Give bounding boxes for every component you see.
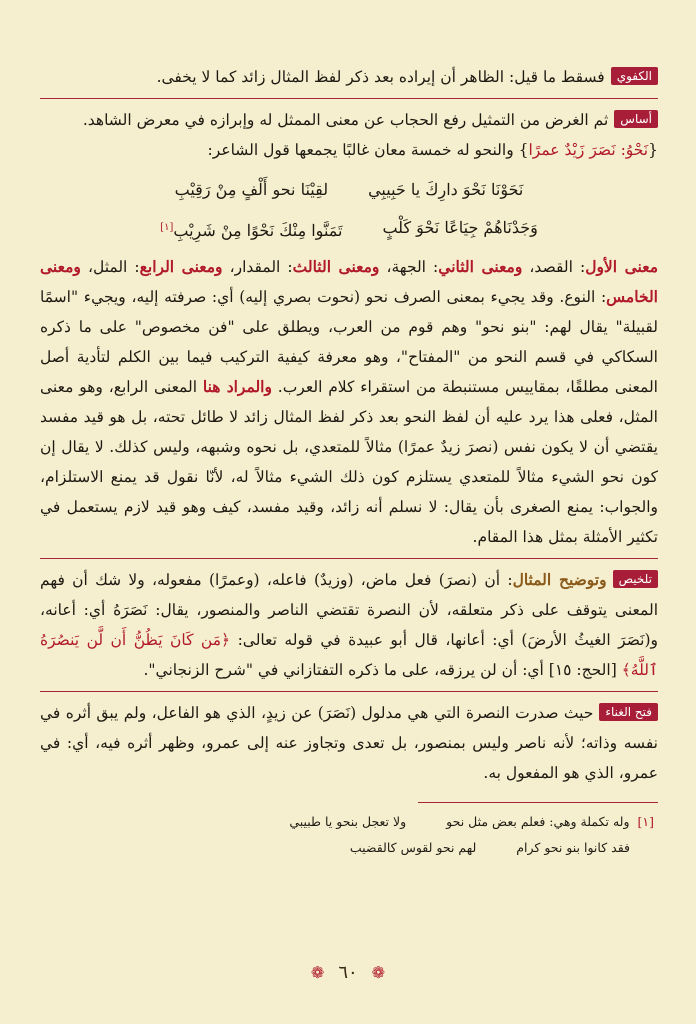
- section-divider: [40, 98, 658, 99]
- term-heading: والمراد هنا: [202, 377, 272, 396]
- commentary-text: : أن (نصرَ) فعل ماض، (وزيدٌ) فاعله، (وعمرًا) مفعوله، ولا شك أن فهم المعنى يتوقف على ذكر متعلقه، لأن النصرة تقتضي الناصر والمنصور، يقال: نَصَرَهُ أي: أعانه، و(نَصَرَ الغيثُ الأرضَ) أي: أعانها، قال أبو عبيدة في قوله تعالى:: [40, 571, 658, 649]
- commentary-text: ثم الغرض من التمثيل رفع الحجاب عن معنى الممثل له وإبرازه في معرض الشاهد.: [82, 111, 609, 129]
- verse-hemistich: نَحَوْنَا نَحْوَ دارِكَ يا حَبِيبِي: [368, 180, 524, 199]
- matn-text: } والنحو له خمسة معان غالبًا يجمعها قول الشاعر:: [207, 141, 529, 159]
- source-badge-fath: فتح الغناء: [599, 703, 658, 721]
- footnote-text: ولا تعجل بنحو يا طبيبي: [289, 814, 407, 829]
- term-text: : المقدار،: [222, 258, 293, 276]
- section-divider: [40, 558, 658, 559]
- term-heading: ومعنى الثاني: [438, 257, 523, 276]
- poem-verse: [40, 209, 658, 250]
- term-heading: ومعنى الثالث: [292, 257, 380, 276]
- footnote: [40, 809, 658, 861]
- commentary-kafawi: [40, 62, 658, 92]
- term-text: : المثل،: [87, 258, 140, 276]
- footnote-separator: [418, 802, 658, 809]
- term-heading: وتوضيح المثال: [512, 570, 607, 589]
- term-text: : النوع. وقد يجيء بمعنى الصرف نحو (نحوت بصري إليه) أي: صرفته إليه، ويجيء "اسمًا لقبيلة" يقال لهم: "بنو نحو" وهم قوم من العرب، ويطلق على "فن مخصوص" على ما ذكره السكاكي في قسم النحو من "المفتاح"، وهو معرفة كيفية التركيب فيما بين الكلم لتأدية أصل المعنى مطلقًا، بمقاييس مستنبطة من استقراء كلام العرب.: [40, 288, 658, 396]
- source-badge-talkhis: تلخيص: [613, 570, 658, 588]
- poem-verse: [40, 171, 658, 209]
- source-badge-kafawi: الكفوي: [611, 67, 658, 85]
- ornament-icon: ❁: [310, 963, 325, 982]
- source-badge-asas: أساس: [614, 110, 658, 128]
- quran-verse: ﴿مَن كَانَ يَظُنُّ أَن لَّن يَنصُرَهُ ٱللَّهُ﴾: [40, 631, 658, 679]
- matn-open-brace: {: [648, 141, 658, 159]
- page-body: [40, 62, 658, 861]
- footnote-text: وله تكملة وهي: فعلم بعض مثل نحو: [446, 814, 630, 829]
- footnote-text: لهم نحو لقوس كالقضيب: [349, 840, 477, 855]
- section-divider: [40, 691, 658, 692]
- term-text: : الجهة،: [379, 258, 439, 276]
- commentary-text: فسقط ما قيل: الظاهر أن إيراده بعد ذكر لفظ المثال زائد كما لا يخفى.: [156, 68, 605, 86]
- term-heading: معنى الأول: [585, 257, 658, 276]
- poem: [40, 171, 658, 250]
- term-text: : القصد،: [522, 258, 586, 276]
- term-text: المعنى الرابع، وهو معنى المثل، فعلى هذا يرد عليه أن لفظ النحو بعد ذكر لفظ المثال زائد لا طائل تحته، بل هو قيد مفسد يقتضي أن لا يكون نفس (نصرَ زيدٌ عمرًا) مثالاً للمتعدي، بل نحوه وشبهه، وليس كذلك. لا يقال إن كون نحو الشيء مثالاً للمتعدي يستلزم كون ذلك الشيء مثالاً له، لأنّا نقول قد يمنع الاستلزام، والجواب: يمنع الصغرى بأن يقال: لا نسلم أنه زائد، وقيد مفسد، كيف وهو قيد لازم يستعمل في تكثير الأمثلة بمثل هذا المقام.: [40, 378, 658, 546]
- footnote-line: [40, 835, 658, 861]
- commentary-talkhis: [40, 565, 658, 685]
- term-heading: ومعنى الرابع: [139, 257, 223, 276]
- commentary-fath: [40, 698, 658, 788]
- footnote-line: [40, 809, 658, 835]
- footnote-text: فقد كانوا بنو نحو كرام: [516, 840, 630, 855]
- footnote-mark: [١]: [637, 814, 654, 829]
- term-heading: ومعنى الخامس: [40, 257, 658, 306]
- commentary-asas: [40, 105, 658, 250]
- footnote-reference[interactable]: [١]: [160, 222, 174, 233]
- page-number-block: [0, 962, 696, 983]
- verse-hemistich: وَجَدْنَاهُمْ جِيَاعًا نَحْوَ كَلْبٍ: [382, 218, 538, 237]
- matn-example: نَحْوُ: نَصَرَ زَيْدٌ عمرًا: [528, 141, 649, 159]
- commentary-text: [الحج: ١٥] أي: أن لن يرزقه، على ما ذكره التفتازاني في "شرح الزنجاني".: [143, 661, 622, 679]
- commentary-text: حيث صدرت النصرة التي هي مدلول (نَصَرَ) عن زيدٍ، الذي هو الفاعل، ولم يبق أثره في نفسه وذاته؛ لأنه ناصر وليس بمنصور، بل تعدى وتجاوز عنه إلى عمرو، وظهر أثره فيه، أي: في عمرو، الذي هو المفعول به.: [40, 704, 658, 782]
- commentary-main: [40, 252, 658, 552]
- verse-hemistich: تَمَنَّوا مِنْكَ نَحْوًا مِنْ شَرِيْبِ[١]: [160, 221, 343, 240]
- ornament-icon: ❁: [371, 963, 386, 982]
- verse-hemistich: لقِيْنَا نحو أَلْفٍ مِنْ رَقِيْبِ: [174, 180, 329, 199]
- page-number: ٦٠: [338, 962, 358, 983]
